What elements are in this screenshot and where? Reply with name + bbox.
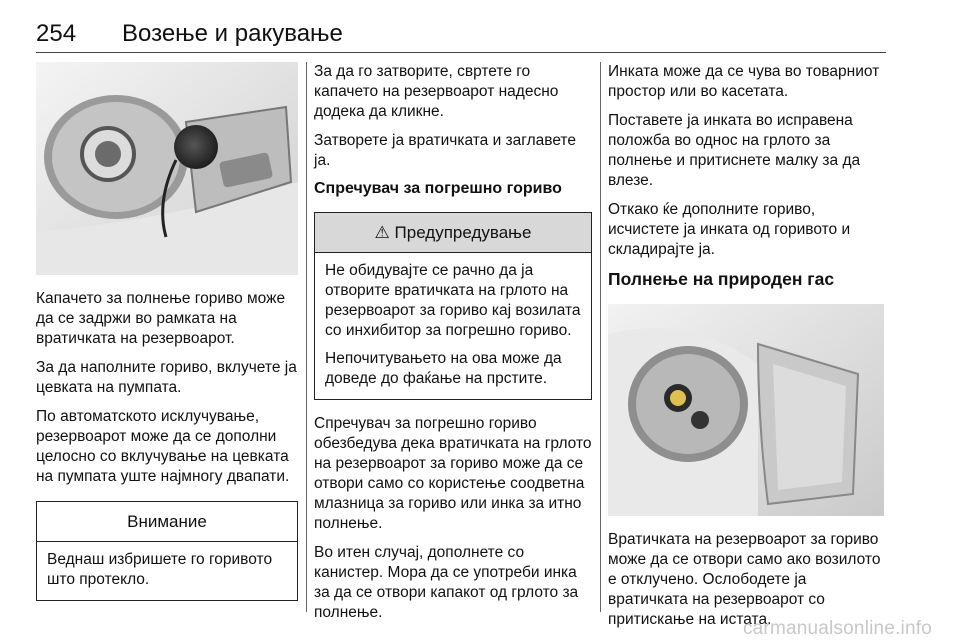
natural-gas-filler-icon xyxy=(608,304,884,516)
paragraph: Инката може да се чува во товарниот простор или во касетата. xyxy=(608,63,880,100)
page-title: Возење и ракување xyxy=(122,20,343,47)
caution-heading: Внимание xyxy=(37,502,297,542)
column-right xyxy=(608,62,888,639)
fuel-cap-photo xyxy=(36,62,298,275)
paragraph: Спречувач за погрешно гориво обезбедува дека вратичката на грлото на резервоарот за гориво може да се отвори само со користење соодветна млазница за гориво или инка за итно полнење. xyxy=(314,415,592,532)
page-header xyxy=(36,14,886,53)
column-left xyxy=(36,62,298,615)
fuel-filler-cap-icon xyxy=(36,62,298,275)
warning-heading: Предупредување xyxy=(394,223,532,242)
warning-text: Непочитувањето на ова може да доведе до фаќање на прстите. xyxy=(325,350,562,387)
paragraph: Затворете ја вратичката и заглавете ја. xyxy=(314,132,576,169)
column-divider xyxy=(600,62,601,612)
warning-triangle-icon: ⚠ xyxy=(374,223,390,242)
column-middle xyxy=(314,62,592,632)
paragraph: Вратичката на резервоарот за гориво може да се отвори само ако возилото е отклучено. Ослободете ја вратичката на резервоарот со притискање на истата. xyxy=(608,531,881,628)
warning-box xyxy=(314,212,592,400)
paragraph: Поставете ја инката во исправена положба во однос на грлото за полнење и притиснете малку за да влезе. xyxy=(608,112,861,189)
page-number: 254 xyxy=(36,20,77,47)
paragraph: За да наполните гориво, вклучете ја цевката на пумпата. xyxy=(36,359,297,396)
warning-text: Не обидувајте се рачно да ја отворите вратичката на грлото на резервоарот за гориво кај возилата со инхибитор за погрешно гориво. xyxy=(325,262,581,339)
gas-filler-photo xyxy=(608,304,884,516)
column-divider xyxy=(306,62,307,612)
caution-text: Веднаш избришете го горивото што протекло. xyxy=(47,551,273,588)
paragraph: По автоматското исклучување, резервоарот може да се дополни целосно со вклучување на цевката на пумпата уште најмногу двапати. xyxy=(36,408,290,485)
section-subheading: Полнење на природен гас xyxy=(608,269,835,289)
paragraph: Откако ќе дополните гориво, исчистете ја инката од горивото и складирајте ја. xyxy=(608,201,851,258)
watermark: carmanualsonline.info xyxy=(742,618,932,639)
section-subheading: Спречувач за погрешно гориво xyxy=(314,180,562,197)
caution-box xyxy=(36,501,298,601)
warning-header xyxy=(315,213,591,253)
paragraph: Во итен случај, дополнете со канистер. Мора да се употреби инка за да се отвори капакот од грлото за полнење. xyxy=(314,544,579,621)
paragraph: За да го затворите, свртете го капачето на резервоарот надесно додека да кликне. xyxy=(314,63,559,120)
paragraph: Капачето за полнење гориво може да се задржи во рамката на вратичката на резервоарот. xyxy=(36,290,286,347)
